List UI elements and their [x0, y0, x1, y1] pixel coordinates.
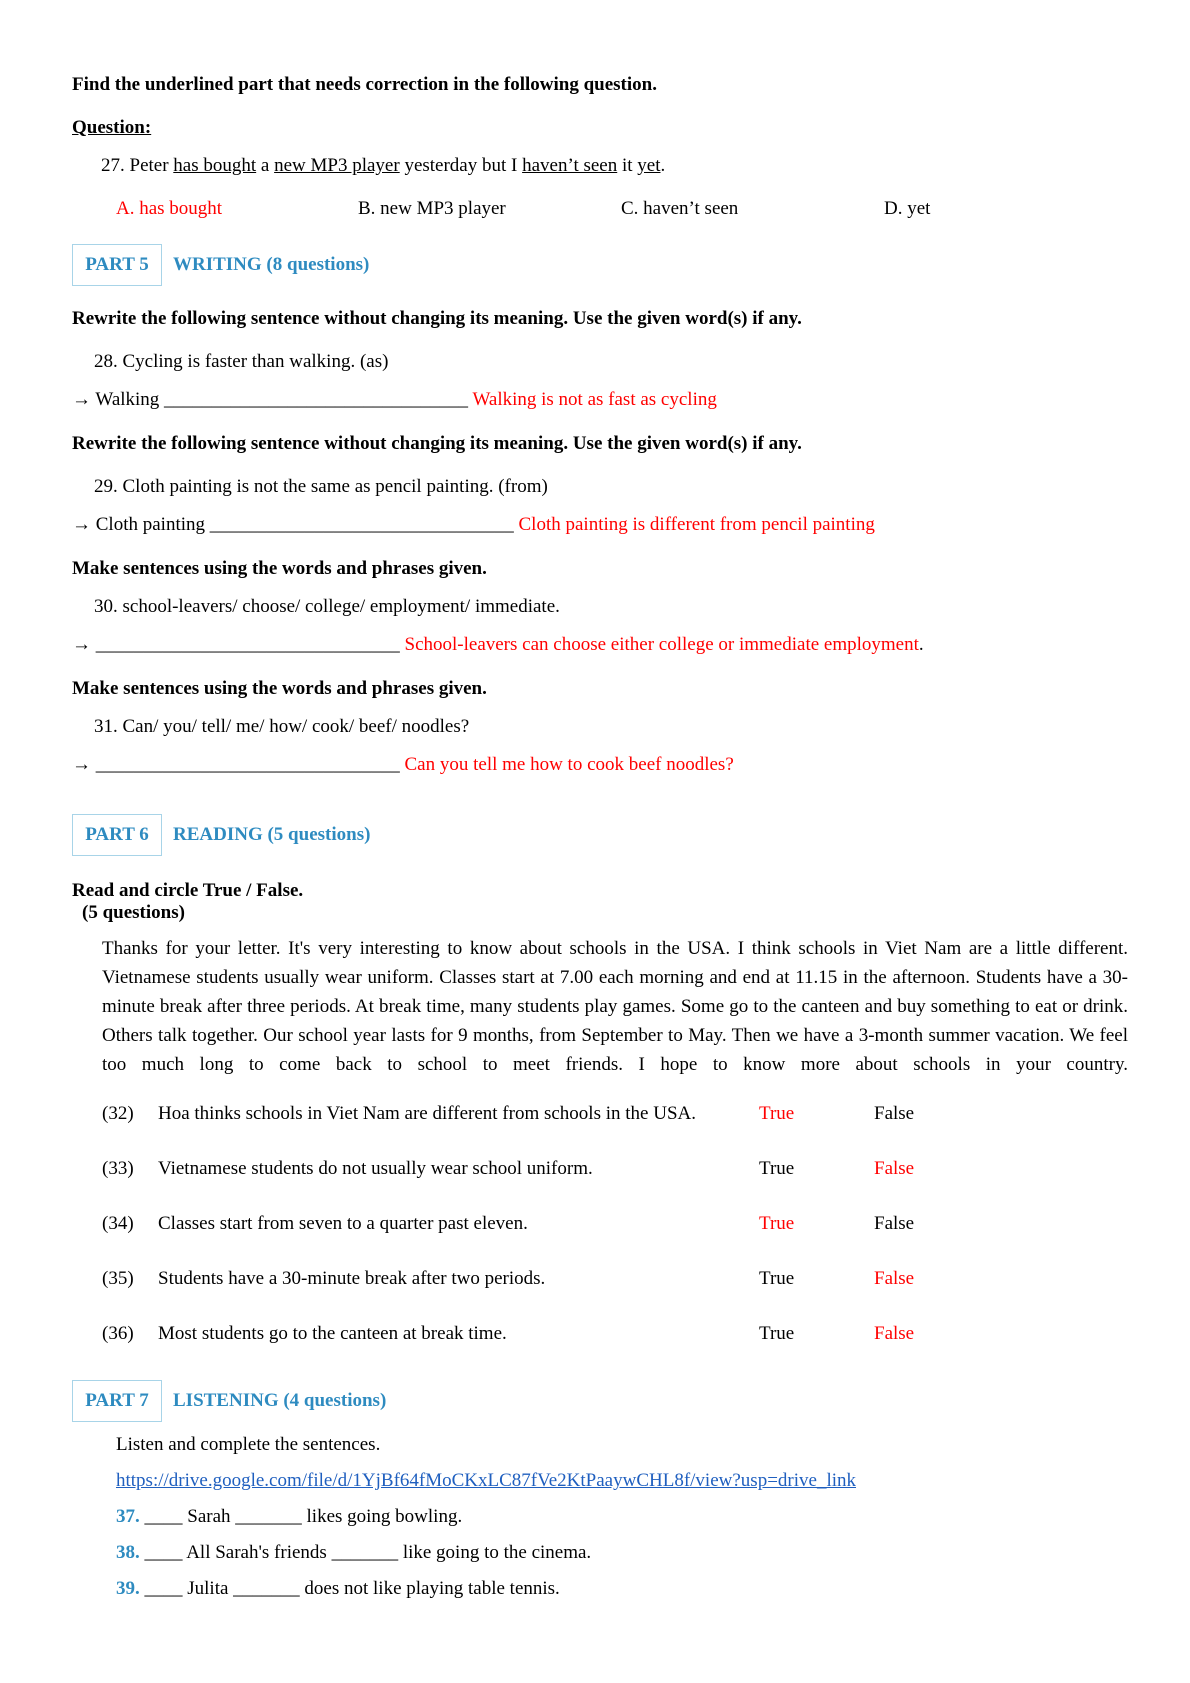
- statement-number: (34): [102, 1213, 134, 1234]
- statement-text: Classes start from seven to a quarter past eleven.: [158, 1213, 528, 1234]
- false-option[interactable]: False: [874, 1213, 915, 1234]
- part6-title: READING (5 questions): [173, 824, 371, 845]
- item-number: 39.: [116, 1578, 140, 1599]
- answer-line-28: [72, 389, 717, 412]
- statement-row: [102, 1157, 1002, 1181]
- answer-prompt: → Walking ________________________________: [72, 389, 469, 410]
- part6-label: PART 6: [72, 814, 162, 856]
- instruction-count: (5 questions): [82, 902, 185, 923]
- option-b[interactable]: B. new MP3 player: [358, 198, 506, 219]
- listening-instruction: Listen and complete the sentences.: [116, 1434, 381, 1455]
- true-option[interactable]: True: [759, 1158, 795, 1179]
- question-label: Question:: [72, 117, 152, 138]
- item-text: ____ All Sarah's friends _______ like going to the cinema.: [144, 1542, 592, 1563]
- option-c[interactable]: C. haven’t seen: [621, 198, 739, 219]
- answer-line-30: [72, 634, 924, 657]
- answer-prompt: → ________________________________: [72, 634, 400, 655]
- instruction-rewrite: Rewrite the following sentence without changing its meaning. Use the given word(s) if any.: [72, 433, 802, 454]
- item-text: ____ Julita _______ does not like playing table tennis.: [144, 1578, 560, 1599]
- instruction-find-error: Find the underlined part that needs correction in the following question.: [72, 74, 657, 95]
- q27-text: yesterday but I: [404, 155, 518, 176]
- item-text: ____ Sarah _______ likes going bowling.: [144, 1506, 463, 1527]
- answer-30: School-leavers can choose either college or immediate employment: [404, 634, 919, 655]
- instruction-rewrite: Rewrite the following sentence without changing its meaning. Use the given word(s) if any.: [72, 308, 802, 329]
- item-number: 38.: [116, 1542, 140, 1563]
- option-a[interactable]: A. has bought: [116, 198, 223, 219]
- statement-row: [102, 1267, 1002, 1291]
- true-option[interactable]: True: [759, 1213, 795, 1234]
- question-28: 28. Cycling is faster than walking. (as): [94, 351, 389, 372]
- true-option[interactable]: True: [759, 1268, 795, 1289]
- false-option[interactable]: False: [874, 1103, 915, 1124]
- q27-underline-d: yet: [637, 155, 661, 176]
- answer-prompt: → Cloth painting ________________________________: [72, 514, 514, 535]
- q27-underline-b: new MP3 player: [274, 155, 400, 176]
- q27-underline-a: has bought: [173, 155, 257, 176]
- listening-item-39: [116, 1578, 560, 1601]
- q27-text: it: [621, 155, 633, 176]
- instruction-make-sentences: Make sentences using the words and phrases given.: [72, 558, 487, 579]
- question-31: 31. Can/ you/ tell/ me/ how/ cook/ beef/ noodles?: [94, 716, 470, 737]
- part5-label: PART 5: [72, 244, 162, 286]
- listening-item-38: [116, 1542, 591, 1565]
- true-option[interactable]: True: [759, 1323, 795, 1344]
- part7-title: LISTENING (4 questions): [173, 1390, 387, 1411]
- reading-passage: Thanks for your letter. It's very interesting to know about schools in the USA. I think schools in Viet Nam are a little different. Vietnamese students usually wear uniform. Classes start at 7.00 each morning and end at 11.15 in the afternoon. Students have a 30-minute break after three periods. At break time, many students play games. Some go to the canteen and buy something to eat or drink. Others talk together. Our school year lasts for 9 months, from September to May. Then we have a 3-month summer vacation. We feel too much long to come back to school to meet friends. I hope to know more about schools in your country.: [102, 938, 1128, 1075]
- statement-number: (33): [102, 1158, 134, 1179]
- question-27: [101, 155, 665, 178]
- item-number: 37.: [116, 1506, 140, 1527]
- answer-line-29: [72, 514, 875, 537]
- statement-text: Students have a 30-minute break after two periods.: [158, 1268, 546, 1289]
- instruction-make-sentences: Make sentences using the words and phrases given.: [72, 678, 487, 699]
- answer-28: Walking is not as fast as cycling: [472, 389, 717, 410]
- statement-number: (35): [102, 1268, 134, 1289]
- answer-29: Cloth painting is different from pencil painting: [518, 514, 875, 535]
- listening-item-37: [116, 1506, 462, 1529]
- answer-31: Can you tell me how to cook beef noodles?: [404, 754, 734, 775]
- part7-label: PART 7: [72, 1380, 162, 1422]
- statement-number: (36): [102, 1323, 134, 1344]
- answer-30-period: .: [918, 634, 924, 655]
- q27-text: a: [260, 155, 270, 176]
- statement-number: (32): [102, 1103, 134, 1124]
- answer-prompt: → ________________________________: [72, 754, 400, 775]
- statement-text: Hoa thinks schools in Viet Nam are different from schools in the USA.: [158, 1103, 696, 1124]
- statement-row: [102, 1102, 1002, 1126]
- question-30: 30. school-leavers/ choose/ college/ employment/ immediate.: [94, 596, 560, 617]
- statement-text: Vietnamese students do not usually wear school uniform.: [158, 1158, 593, 1179]
- false-option[interactable]: False: [874, 1268, 915, 1289]
- statement-text: Most students go to the canteen at break time.: [158, 1323, 507, 1344]
- false-option[interactable]: False: [874, 1323, 915, 1344]
- question-29: 29. Cloth painting is not the same as pencil painting. (from): [94, 476, 548, 497]
- instruction-true-false: Read and circle True / False.: [72, 880, 304, 901]
- true-option[interactable]: True: [759, 1103, 795, 1124]
- false-option[interactable]: False: [874, 1158, 915, 1179]
- answer-line-31: [72, 754, 734, 777]
- statement-row: [102, 1212, 1002, 1236]
- option-d[interactable]: D. yet: [884, 198, 931, 219]
- statement-row: [102, 1322, 1002, 1346]
- q27-text: 27. Peter: [101, 155, 169, 176]
- q27-underline-c: haven’t seen: [522, 155, 618, 176]
- q27-period: .: [660, 155, 666, 176]
- part5-title: WRITING (8 questions): [173, 254, 370, 275]
- audio-link[interactable]: https://drive.google.com/file/d/1YjBf64fMoCKxLC87fVe2KtPaaywCHL8f/view?usp=drive_link: [116, 1470, 857, 1491]
